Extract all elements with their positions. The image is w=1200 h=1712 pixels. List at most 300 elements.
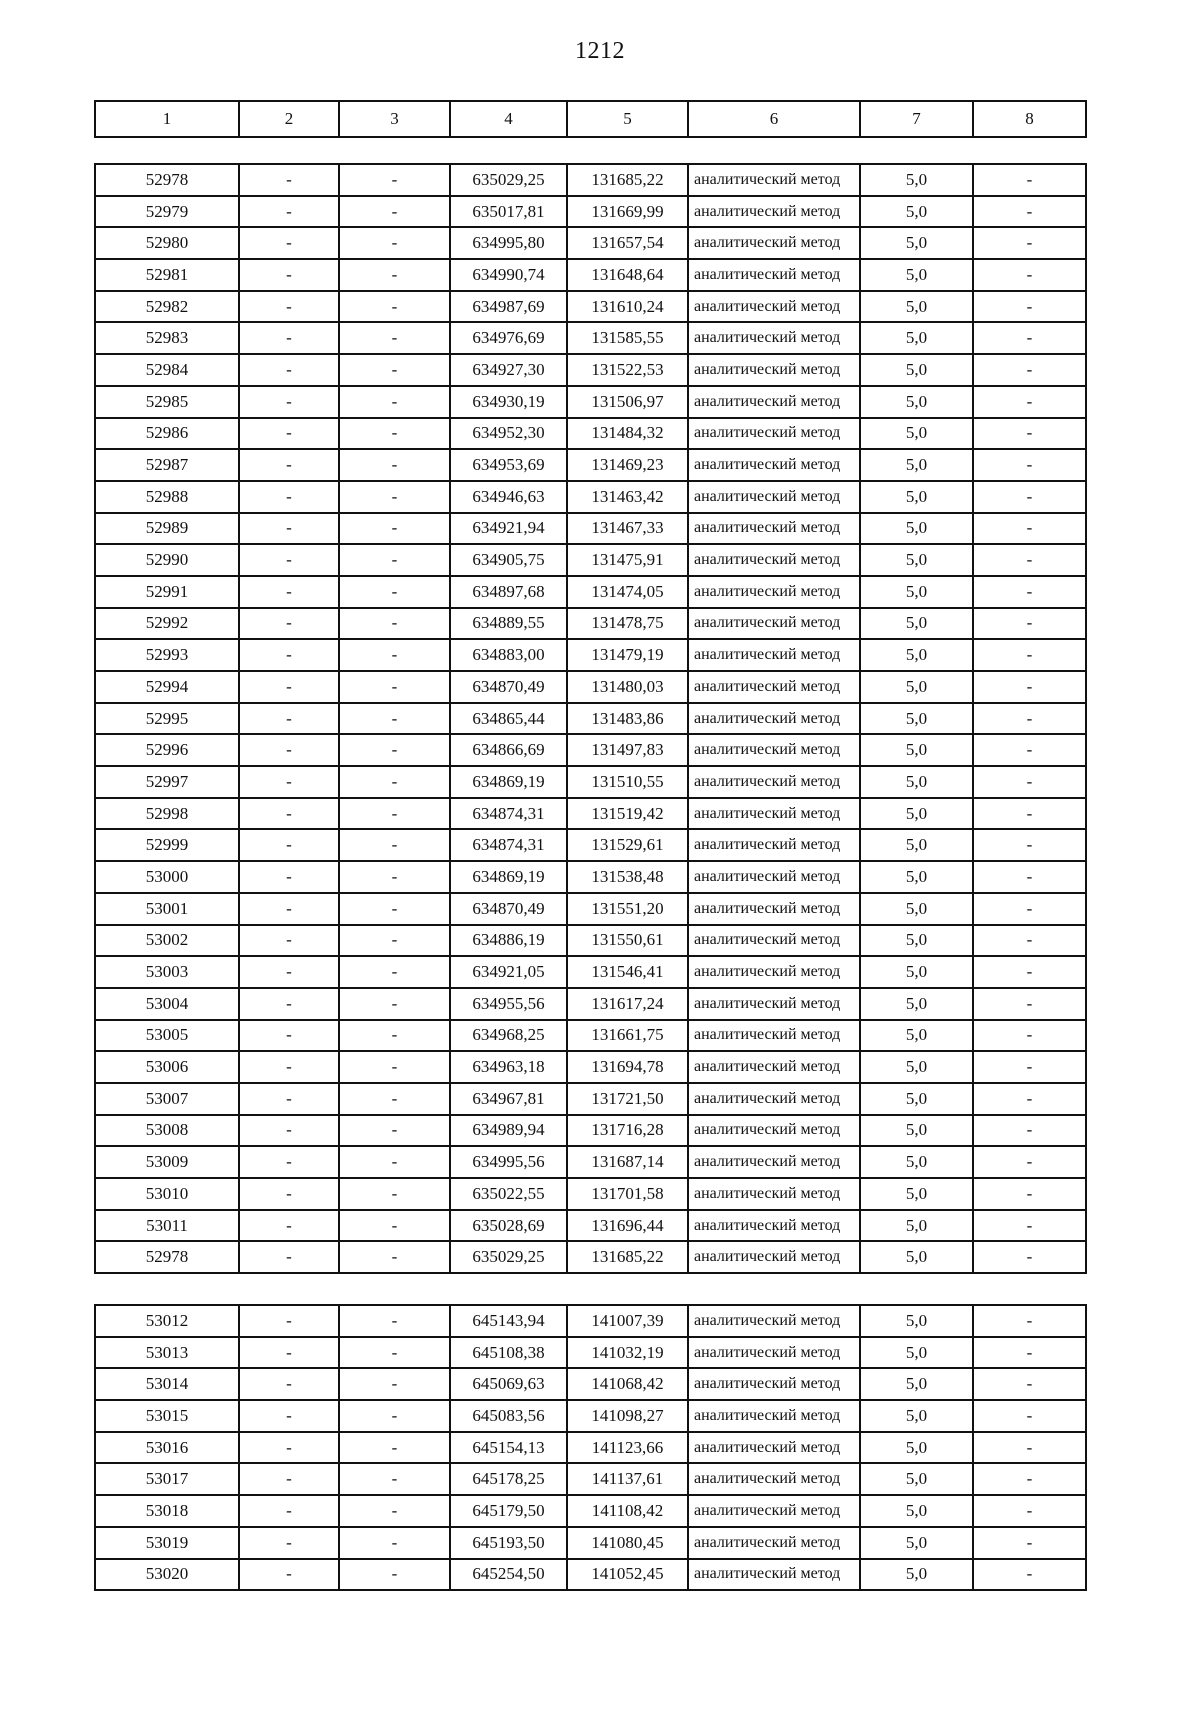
method-cell: аналитический метод bbox=[688, 418, 860, 450]
col2-cell: - bbox=[239, 1210, 339, 1242]
col3-cell: - bbox=[339, 798, 450, 830]
col2-cell: - bbox=[239, 1178, 339, 1210]
point-number-cell: 52996 bbox=[95, 734, 239, 766]
x-coordinate-cell: 634955,56 bbox=[450, 988, 567, 1020]
accuracy-cell: 5,0 bbox=[860, 766, 973, 798]
col8-cell: - bbox=[973, 164, 1086, 196]
col3-cell: - bbox=[339, 322, 450, 354]
method-cell: аналитический метод bbox=[688, 1083, 860, 1115]
column-header-row bbox=[95, 101, 1086, 137]
accuracy-cell: 5,0 bbox=[860, 1051, 973, 1083]
column-header: 7 bbox=[860, 101, 973, 137]
table-row bbox=[95, 418, 1086, 450]
col3-cell: - bbox=[339, 1178, 450, 1210]
col3-cell: - bbox=[339, 164, 450, 196]
method-cell: аналитический метод bbox=[688, 671, 860, 703]
col3-cell: - bbox=[339, 671, 450, 703]
accuracy-cell: 5,0 bbox=[860, 893, 973, 925]
y-coordinate-cell: 131550,61 bbox=[567, 925, 688, 957]
method-cell: аналитический метод bbox=[688, 766, 860, 798]
x-coordinate-cell: 634869,19 bbox=[450, 861, 567, 893]
point-number-cell: 52997 bbox=[95, 766, 239, 798]
col3-cell: - bbox=[339, 227, 450, 259]
x-coordinate-cell: 645179,50 bbox=[450, 1495, 567, 1527]
table-row bbox=[95, 164, 1086, 196]
x-coordinate-cell: 634865,44 bbox=[450, 703, 567, 735]
col3-cell: - bbox=[339, 1527, 450, 1559]
point-number-cell: 53002 bbox=[95, 925, 239, 957]
col3-cell: - bbox=[339, 1115, 450, 1147]
y-coordinate-cell: 131475,91 bbox=[567, 544, 688, 576]
y-coordinate-cell: 141080,45 bbox=[567, 1527, 688, 1559]
column-header: 4 bbox=[450, 101, 567, 137]
x-coordinate-cell: 634921,94 bbox=[450, 513, 567, 545]
col2-cell: - bbox=[239, 1337, 339, 1369]
y-coordinate-cell: 131694,78 bbox=[567, 1051, 688, 1083]
accuracy-cell: 5,0 bbox=[860, 925, 973, 957]
col2-cell: - bbox=[239, 164, 339, 196]
y-coordinate-cell: 131529,61 bbox=[567, 829, 688, 861]
y-coordinate-cell: 131522,53 bbox=[567, 354, 688, 386]
table-row bbox=[95, 1495, 1086, 1527]
col2-cell: - bbox=[239, 576, 339, 608]
col8-cell: - bbox=[973, 893, 1086, 925]
col2-cell: - bbox=[239, 1305, 339, 1337]
table-row bbox=[95, 227, 1086, 259]
col8-cell: - bbox=[973, 1020, 1086, 1052]
col3-cell: - bbox=[339, 386, 450, 418]
col8-cell: - bbox=[973, 386, 1086, 418]
x-coordinate-cell: 635017,81 bbox=[450, 196, 567, 228]
table-row bbox=[95, 1400, 1086, 1432]
accuracy-cell: 5,0 bbox=[860, 386, 973, 418]
col8-cell: - bbox=[973, 449, 1086, 481]
col2-cell: - bbox=[239, 703, 339, 735]
table-row bbox=[95, 988, 1086, 1020]
col2-cell: - bbox=[239, 196, 339, 228]
col3-cell: - bbox=[339, 1210, 450, 1242]
x-coordinate-cell: 634967,81 bbox=[450, 1083, 567, 1115]
col3-cell: - bbox=[339, 1337, 450, 1369]
x-coordinate-cell: 634869,19 bbox=[450, 766, 567, 798]
y-coordinate-cell: 131701,58 bbox=[567, 1178, 688, 1210]
col8-cell: - bbox=[973, 513, 1086, 545]
table-row bbox=[95, 1559, 1086, 1591]
col8-cell: - bbox=[973, 639, 1086, 671]
col2-cell: - bbox=[239, 1559, 339, 1591]
method-cell: аналитический метод bbox=[688, 322, 860, 354]
table-row bbox=[95, 1146, 1086, 1178]
point-number-cell: 52983 bbox=[95, 322, 239, 354]
method-cell: аналитический метод bbox=[688, 1051, 860, 1083]
method-cell: аналитический метод bbox=[688, 291, 860, 323]
table-row bbox=[95, 386, 1086, 418]
col8-cell: - bbox=[973, 418, 1086, 450]
table-row bbox=[95, 734, 1086, 766]
x-coordinate-cell: 635028,69 bbox=[450, 1210, 567, 1242]
x-coordinate-cell: 645193,50 bbox=[450, 1527, 567, 1559]
y-coordinate-cell: 131546,41 bbox=[567, 956, 688, 988]
table-row bbox=[95, 576, 1086, 608]
col8-cell: - bbox=[973, 1146, 1086, 1178]
x-coordinate-cell: 634990,74 bbox=[450, 259, 567, 291]
point-number-cell: 53005 bbox=[95, 1020, 239, 1052]
method-cell: аналитический метод bbox=[688, 1305, 860, 1337]
point-number-cell: 52988 bbox=[95, 481, 239, 513]
point-number-cell: 53001 bbox=[95, 893, 239, 925]
point-number-cell: 53013 bbox=[95, 1337, 239, 1369]
col2-cell: - bbox=[239, 1495, 339, 1527]
table-row bbox=[95, 1083, 1086, 1115]
col2-cell: - bbox=[239, 259, 339, 291]
column-header: 6 bbox=[688, 101, 860, 137]
method-cell: аналитический метод bbox=[688, 1495, 860, 1527]
col8-cell: - bbox=[973, 1178, 1086, 1210]
accuracy-cell: 5,0 bbox=[860, 418, 973, 450]
method-cell: аналитический метод bbox=[688, 1368, 860, 1400]
col3-cell: - bbox=[339, 1368, 450, 1400]
col2-cell: - bbox=[239, 544, 339, 576]
y-coordinate-cell: 131585,55 bbox=[567, 322, 688, 354]
col8-cell: - bbox=[973, 1495, 1086, 1527]
x-coordinate-cell: 634995,56 bbox=[450, 1146, 567, 1178]
col2-cell: - bbox=[239, 1051, 339, 1083]
col8-cell: - bbox=[973, 1210, 1086, 1242]
col2-cell: - bbox=[239, 481, 339, 513]
col3-cell: - bbox=[339, 196, 450, 228]
method-cell: аналитический метод bbox=[688, 481, 860, 513]
col3-cell: - bbox=[339, 829, 450, 861]
method-cell: аналитический метод bbox=[688, 798, 860, 830]
point-number-cell: 52986 bbox=[95, 418, 239, 450]
x-coordinate-cell: 634883,00 bbox=[450, 639, 567, 671]
accuracy-cell: 5,0 bbox=[860, 1463, 973, 1495]
accuracy-cell: 5,0 bbox=[860, 1115, 973, 1147]
y-coordinate-cell: 131483,86 bbox=[567, 703, 688, 735]
table-row bbox=[95, 481, 1086, 513]
x-coordinate-cell: 645108,38 bbox=[450, 1337, 567, 1369]
table-row bbox=[95, 513, 1086, 545]
table-row bbox=[95, 703, 1086, 735]
table-row bbox=[95, 861, 1086, 893]
col2-cell: - bbox=[239, 1368, 339, 1400]
col8-cell: - bbox=[973, 196, 1086, 228]
col3-cell: - bbox=[339, 1400, 450, 1432]
col2-cell: - bbox=[239, 418, 339, 450]
accuracy-cell: 5,0 bbox=[860, 1337, 973, 1369]
table-row bbox=[95, 1368, 1086, 1400]
col8-cell: - bbox=[973, 925, 1086, 957]
accuracy-cell: 5,0 bbox=[860, 481, 973, 513]
point-number-cell: 53010 bbox=[95, 1178, 239, 1210]
col3-cell: - bbox=[339, 703, 450, 735]
accuracy-cell: 5,0 bbox=[860, 259, 973, 291]
x-coordinate-cell: 634897,68 bbox=[450, 576, 567, 608]
col3-cell: - bbox=[339, 418, 450, 450]
col8-cell: - bbox=[973, 1400, 1086, 1432]
accuracy-cell: 5,0 bbox=[860, 956, 973, 988]
point-number-cell: 53019 bbox=[95, 1527, 239, 1559]
method-cell: аналитический метод bbox=[688, 1527, 860, 1559]
column-header: 2 bbox=[239, 101, 339, 137]
col8-cell: - bbox=[973, 1463, 1086, 1495]
x-coordinate-cell: 634987,69 bbox=[450, 291, 567, 323]
table-row bbox=[95, 449, 1086, 481]
method-cell: аналитический метод bbox=[688, 956, 860, 988]
col3-cell: - bbox=[339, 734, 450, 766]
y-coordinate-cell: 141007,39 bbox=[567, 1305, 688, 1337]
col2-cell: - bbox=[239, 291, 339, 323]
x-coordinate-cell: 634927,30 bbox=[450, 354, 567, 386]
point-number-cell: 52992 bbox=[95, 608, 239, 640]
col3-cell: - bbox=[339, 1083, 450, 1115]
x-coordinate-cell: 634921,05 bbox=[450, 956, 567, 988]
point-number-cell: 52993 bbox=[95, 639, 239, 671]
col3-cell: - bbox=[339, 576, 450, 608]
accuracy-cell: 5,0 bbox=[860, 354, 973, 386]
col3-cell: - bbox=[339, 608, 450, 640]
col3-cell: - bbox=[339, 1305, 450, 1337]
x-coordinate-cell: 634952,30 bbox=[450, 418, 567, 450]
accuracy-cell: 5,0 bbox=[860, 1146, 973, 1178]
method-cell: аналитический метод bbox=[688, 1463, 860, 1495]
y-coordinate-cell: 141123,66 bbox=[567, 1432, 688, 1464]
col8-cell: - bbox=[973, 766, 1086, 798]
method-cell: аналитический метод bbox=[688, 354, 860, 386]
point-number-cell: 52982 bbox=[95, 291, 239, 323]
y-coordinate-cell: 131519,42 bbox=[567, 798, 688, 830]
accuracy-cell: 5,0 bbox=[860, 1432, 973, 1464]
point-number-cell: 53004 bbox=[95, 988, 239, 1020]
col3-cell: - bbox=[339, 1241, 450, 1273]
point-number-cell: 52978 bbox=[95, 164, 239, 196]
table-row bbox=[95, 1241, 1086, 1273]
column-header: 1 bbox=[95, 101, 239, 137]
method-cell: аналитический метод bbox=[688, 1337, 860, 1369]
col8-cell: - bbox=[973, 1051, 1086, 1083]
table-row bbox=[95, 291, 1086, 323]
col8-cell: - bbox=[973, 1432, 1086, 1464]
col2-cell: - bbox=[239, 386, 339, 418]
col2-cell: - bbox=[239, 861, 339, 893]
accuracy-cell: 5,0 bbox=[860, 291, 973, 323]
col2-cell: - bbox=[239, 1083, 339, 1115]
y-coordinate-cell: 131685,22 bbox=[567, 1241, 688, 1273]
y-coordinate-cell: 141098,27 bbox=[567, 1400, 688, 1432]
x-coordinate-cell: 645143,94 bbox=[450, 1305, 567, 1337]
col8-cell: - bbox=[973, 608, 1086, 640]
col8-cell: - bbox=[973, 1527, 1086, 1559]
col3-cell: - bbox=[339, 1432, 450, 1464]
x-coordinate-cell: 645154,13 bbox=[450, 1432, 567, 1464]
col8-cell: - bbox=[973, 322, 1086, 354]
accuracy-cell: 5,0 bbox=[860, 227, 973, 259]
point-number-cell: 53009 bbox=[95, 1146, 239, 1178]
col8-cell: - bbox=[973, 1083, 1086, 1115]
point-number-cell: 52998 bbox=[95, 798, 239, 830]
table-row bbox=[95, 766, 1086, 798]
col2-cell: - bbox=[239, 1115, 339, 1147]
accuracy-cell: 5,0 bbox=[860, 164, 973, 196]
y-coordinate-cell: 131661,75 bbox=[567, 1020, 688, 1052]
y-coordinate-cell: 131474,05 bbox=[567, 576, 688, 608]
accuracy-cell: 5,0 bbox=[860, 1495, 973, 1527]
col2-cell: - bbox=[239, 829, 339, 861]
col2-cell: - bbox=[239, 354, 339, 386]
x-coordinate-cell: 635022,55 bbox=[450, 1178, 567, 1210]
col3-cell: - bbox=[339, 988, 450, 1020]
method-cell: аналитический метод bbox=[688, 1020, 860, 1052]
method-cell: аналитический метод bbox=[688, 1400, 860, 1432]
method-cell: аналитический метод bbox=[688, 1115, 860, 1147]
x-coordinate-cell: 634930,19 bbox=[450, 386, 567, 418]
y-coordinate-cell: 141068,42 bbox=[567, 1368, 688, 1400]
table-row bbox=[95, 956, 1086, 988]
col8-cell: - bbox=[973, 734, 1086, 766]
col3-cell: - bbox=[339, 861, 450, 893]
method-cell: аналитический метод bbox=[688, 1559, 860, 1591]
col8-cell: - bbox=[973, 671, 1086, 703]
table-row bbox=[95, 671, 1086, 703]
y-coordinate-cell: 131479,19 bbox=[567, 639, 688, 671]
col8-cell: - bbox=[973, 861, 1086, 893]
col2-cell: - bbox=[239, 671, 339, 703]
col8-cell: - bbox=[973, 1368, 1086, 1400]
col8-cell: - bbox=[973, 1305, 1086, 1337]
table-row bbox=[95, 354, 1086, 386]
point-number-cell: 52978 bbox=[95, 1241, 239, 1273]
point-number-cell: 53016 bbox=[95, 1432, 239, 1464]
point-number-cell: 52989 bbox=[95, 513, 239, 545]
col3-cell: - bbox=[339, 544, 450, 576]
y-coordinate-cell: 131657,54 bbox=[567, 227, 688, 259]
table-row bbox=[95, 1115, 1086, 1147]
col2-cell: - bbox=[239, 766, 339, 798]
x-coordinate-cell: 645069,63 bbox=[450, 1368, 567, 1400]
col8-cell: - bbox=[973, 227, 1086, 259]
point-number-cell: 53020 bbox=[95, 1559, 239, 1591]
col8-cell: - bbox=[973, 703, 1086, 735]
col2-cell: - bbox=[239, 1146, 339, 1178]
y-coordinate-cell: 141137,61 bbox=[567, 1463, 688, 1495]
accuracy-cell: 5,0 bbox=[860, 1400, 973, 1432]
x-coordinate-cell: 634963,18 bbox=[450, 1051, 567, 1083]
x-coordinate-cell: 634953,69 bbox=[450, 449, 567, 481]
col3-cell: - bbox=[339, 449, 450, 481]
col3-cell: - bbox=[339, 1495, 450, 1527]
point-number-cell: 52999 bbox=[95, 829, 239, 861]
method-cell: аналитический метод bbox=[688, 1178, 860, 1210]
col3-cell: - bbox=[339, 1559, 450, 1591]
table-row bbox=[95, 1178, 1086, 1210]
accuracy-cell: 5,0 bbox=[860, 196, 973, 228]
y-coordinate-cell: 131551,20 bbox=[567, 893, 688, 925]
x-coordinate-cell: 634976,69 bbox=[450, 322, 567, 354]
accuracy-cell: 5,0 bbox=[860, 608, 973, 640]
accuracy-cell: 5,0 bbox=[860, 1559, 973, 1591]
point-number-cell: 53014 bbox=[95, 1368, 239, 1400]
table-row bbox=[95, 639, 1086, 671]
col2-cell: - bbox=[239, 734, 339, 766]
y-coordinate-cell: 141052,45 bbox=[567, 1559, 688, 1591]
x-coordinate-cell: 634874,31 bbox=[450, 829, 567, 861]
point-number-cell: 52985 bbox=[95, 386, 239, 418]
accuracy-cell: 5,0 bbox=[860, 322, 973, 354]
table-row bbox=[95, 544, 1086, 576]
col8-cell: - bbox=[973, 798, 1086, 830]
method-cell: аналитический метод bbox=[688, 196, 860, 228]
col2-cell: - bbox=[239, 227, 339, 259]
x-coordinate-cell: 645083,56 bbox=[450, 1400, 567, 1432]
point-number-cell: 52995 bbox=[95, 703, 239, 735]
col8-cell: - bbox=[973, 576, 1086, 608]
column-header: 8 bbox=[973, 101, 1086, 137]
method-cell: аналитический метод bbox=[688, 1210, 860, 1242]
table-row bbox=[95, 798, 1086, 830]
method-cell: аналитический метод bbox=[688, 259, 860, 291]
y-coordinate-cell: 131696,44 bbox=[567, 1210, 688, 1242]
table-row bbox=[95, 1210, 1086, 1242]
y-coordinate-cell: 131506,97 bbox=[567, 386, 688, 418]
point-number-cell: 53017 bbox=[95, 1463, 239, 1495]
x-coordinate-cell: 635029,25 bbox=[450, 164, 567, 196]
method-cell: аналитический метод bbox=[688, 703, 860, 735]
accuracy-cell: 5,0 bbox=[860, 798, 973, 830]
col8-cell: - bbox=[973, 354, 1086, 386]
x-coordinate-cell: 634968,25 bbox=[450, 1020, 567, 1052]
accuracy-cell: 5,0 bbox=[860, 544, 973, 576]
coordinates-table-block-2 bbox=[94, 1304, 1087, 1591]
y-coordinate-cell: 131463,42 bbox=[567, 481, 688, 513]
accuracy-cell: 5,0 bbox=[860, 703, 973, 735]
accuracy-cell: 5,0 bbox=[860, 1210, 973, 1242]
method-cell: аналитический метод bbox=[688, 639, 860, 671]
point-number-cell: 52981 bbox=[95, 259, 239, 291]
method-cell: аналитический метод bbox=[688, 829, 860, 861]
col2-cell: - bbox=[239, 1400, 339, 1432]
y-coordinate-cell: 131497,83 bbox=[567, 734, 688, 766]
method-cell: аналитический метод bbox=[688, 386, 860, 418]
point-number-cell: 52980 bbox=[95, 227, 239, 259]
y-coordinate-cell: 131478,75 bbox=[567, 608, 688, 640]
point-number-cell: 53008 bbox=[95, 1115, 239, 1147]
method-cell: аналитический метод bbox=[688, 893, 860, 925]
table-row bbox=[95, 1432, 1086, 1464]
method-cell: аналитический метод bbox=[688, 1432, 860, 1464]
x-coordinate-cell: 634870,49 bbox=[450, 893, 567, 925]
accuracy-cell: 5,0 bbox=[860, 988, 973, 1020]
table-row bbox=[95, 322, 1086, 354]
accuracy-cell: 5,0 bbox=[860, 1020, 973, 1052]
y-coordinate-cell: 141032,19 bbox=[567, 1337, 688, 1369]
coordinates-table-block-1 bbox=[94, 163, 1087, 1274]
accuracy-cell: 5,0 bbox=[860, 671, 973, 703]
accuracy-cell: 5,0 bbox=[860, 734, 973, 766]
y-coordinate-cell: 131467,33 bbox=[567, 513, 688, 545]
method-cell: аналитический метод bbox=[688, 734, 860, 766]
x-coordinate-cell: 634874,31 bbox=[450, 798, 567, 830]
accuracy-cell: 5,0 bbox=[860, 1241, 973, 1273]
y-coordinate-cell: 131538,48 bbox=[567, 861, 688, 893]
accuracy-cell: 5,0 bbox=[860, 861, 973, 893]
col3-cell: - bbox=[339, 893, 450, 925]
page-number: 1212 bbox=[575, 38, 625, 64]
col2-cell: - bbox=[239, 1463, 339, 1495]
table-row bbox=[95, 1337, 1086, 1369]
table-row bbox=[95, 608, 1086, 640]
col8-cell: - bbox=[973, 481, 1086, 513]
y-coordinate-cell: 131469,23 bbox=[567, 449, 688, 481]
